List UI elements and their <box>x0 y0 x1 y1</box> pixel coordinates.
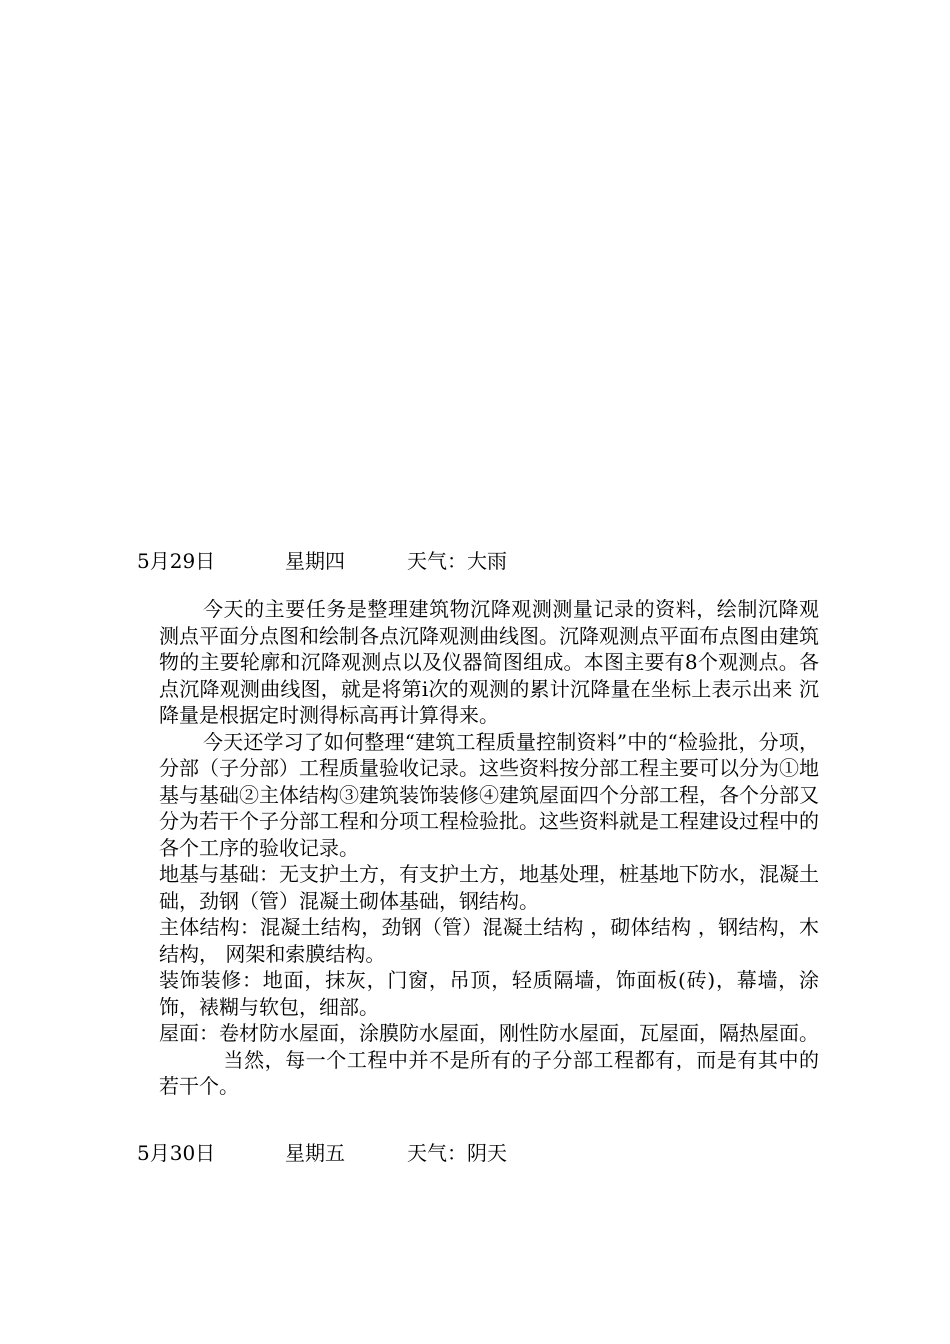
entry-date: 5月29日 <box>137 549 216 573</box>
paragraph-foundation: 地基与基础：无支护土方，有支护土方，地基处理，桩基地下防水，混凝土础，劲钢（管）混凝土砌体基础，钢结构。 <box>159 862 819 913</box>
entry-weekday: 星期四 <box>285 549 345 573</box>
entry-weekday: 星期五 <box>285 1141 345 1165</box>
paragraph-main-structure: 主体结构：混凝土结构，劲钢（管）混凝土结构 ，砌体结构 ，钢结构，木结构， 网架和索膜结构。 <box>159 915 819 966</box>
entry-body-may-29 <box>159 596 819 1100</box>
entry-header-may-30 <box>137 1140 507 1166</box>
roof-line: 屋面：卷材防水屋面，涂膜防水屋面，刚性防水屋面，瓦屋面，隔热屋面。 <box>159 1021 819 1045</box>
entry-weather: 天气：大雨 <box>407 549 507 573</box>
paragraph-decoration: 装饰装修：地面，抹灰，门窗，吊顶，轻质隔墙，饰面板(砖)，幕墙，涂饰，裱糊与软包，细部。 <box>159 968 819 1019</box>
paragraph-roof <box>159 1020 819 1100</box>
entry-weather: 天气：阴天 <box>407 1141 507 1165</box>
entry-date: 5月30日 <box>137 1141 216 1165</box>
entry-header-may-29 <box>137 548 507 574</box>
paragraph-settlement-observation: 今天的主要任务是整理建筑物沉降观测测量记录的资料，绘制沉降观测点平面分点图和绘制各点沉降观测曲线图。沉降观测点平面布点图由建筑物的主要轮廓和沉降观测点以及仪器简图组成。本图主要有8个观测点。各点沉降观测曲线图，就是将第i次的观测的累计沉降量在坐标上表示出来 沉降量是根据定时测得标高再计算得来。 <box>159 597 819 727</box>
closing-line: 当然，每一个工程中并不是所有的子分部工程都有，而是有其中的若干个。 <box>159 1047 819 1098</box>
paragraph-quality-records: 今天还学习了如何整理“建筑工程质量控制资料”中的“检验批，分项，分部（子分部）工程质量验收记录。这些资料按分部工程主要可以分为①地基与基础②主体结构③建筑装饰装修④建筑屋面四个分部工程，各个分部又分为若干个子分部工程和分项工程检验批。这些资料就是工程建设过程中的各个工序的验收记录。 <box>159 729 819 860</box>
